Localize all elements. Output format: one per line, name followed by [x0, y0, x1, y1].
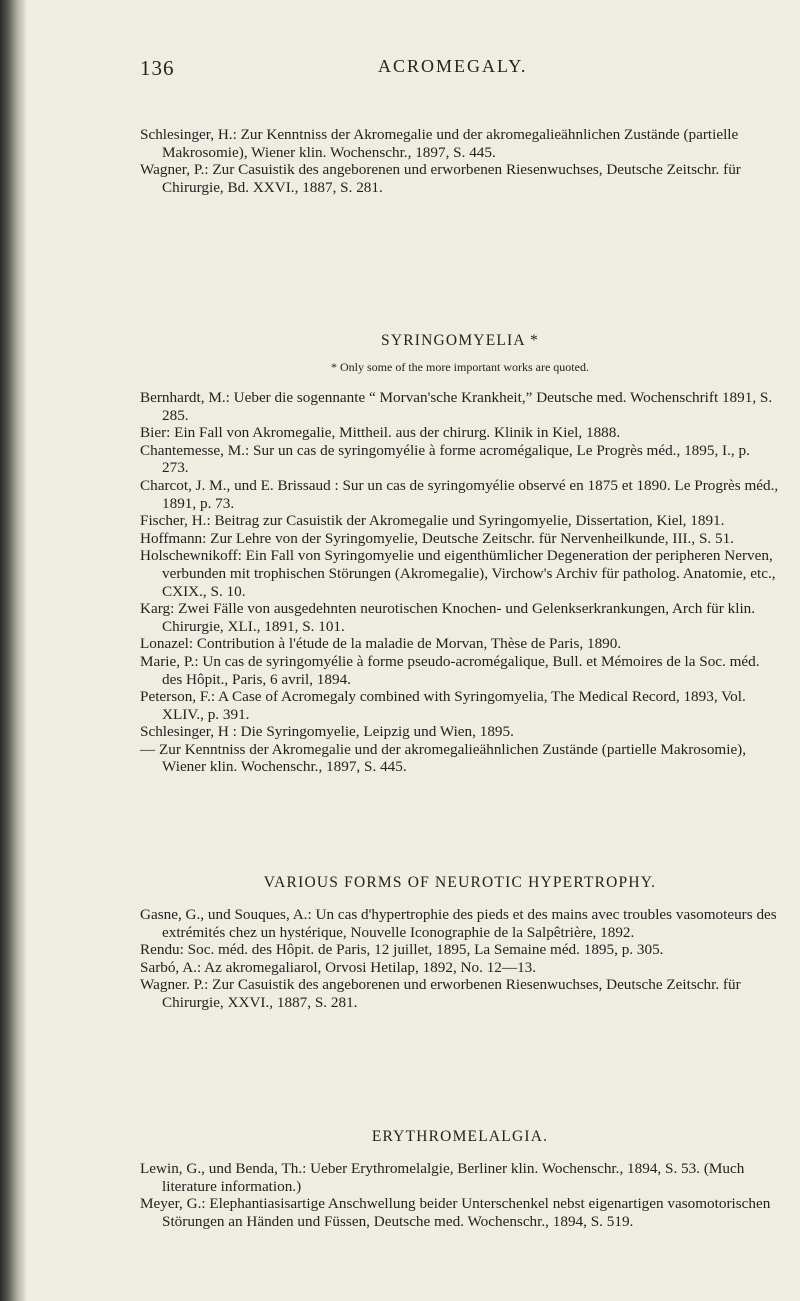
reference-entry: Holschewnikoff: Ein Fall von Syringomyelie und eigenthümlicher Degeneration der peripheren Nerven, verbunden mit trophischen Störungen (Akromegalie), Virchow's Archiv für patholog. Anatomie, etc., CXIX., S. 10. — [140, 547, 776, 600]
reference-entry: Bier: Ein Fall von Akromegalie, Mittheil. aus der chirurg. Klinik in Kiel, 1888. — [140, 424, 621, 442]
section-erythromelalgia — [140, 1128, 780, 1230]
reference-entry: Peterson, F.: A Case of Acromegaly combined with Syringomyelia, The Medical Record, 1893, Vol. XLIV., p. 391. — [140, 688, 746, 723]
reference-entry: Fischer, H.: Beitrag zur Casuistik der Akromegalie und Syringomyelie, Dissertation, Kiel, 1891. — [140, 512, 725, 530]
reference-entry: Marie, P.: Un cas de syringomyélie à forme pseudo-acromégalique, Bull. et Mémoires de la Soc. méd. des Hôpit., Paris, 6 avril, 1894. — [140, 652, 760, 688]
section-footnote: * Only some of the more important works are quoted. — [331, 360, 589, 374]
continued-references — [140, 126, 780, 196]
section-syringomyelia — [140, 332, 780, 776]
reference-entry: Charcot, J. M., und E. Brissaud : Sur un cas de syringomyélie observé en 1875 et 1890. Le Progrès méd., 1891, p. 73. — [140, 476, 779, 512]
reference-entry: Wagner. P.: Zur Casuistik des angeborenen und erworbenen Riesenwuchses, Deutsche Zeitschr. für Chirurgie, XXVI., 1887, S. 281. — [140, 976, 741, 1011]
reference-entry: Sarbó, A.: Az akromegaliarol, Orvosi Hetilap, 1892, No. 12—13. — [140, 958, 537, 976]
page-header — [140, 42, 780, 78]
section-title: SYRINGOMYELIA * — [381, 332, 539, 349]
reference-entry: — Zur Kenntniss der Akromegalie und der akromegalieähnlichen Zustände (partielle Makrosomie), Wiener klin. Wochenschr., 1897, S. 445. — [140, 740, 747, 776]
reference-entry: Schlesinger, H.: Zur Kenntniss der Akromegalie und der akromegalieähnlichen Zustände (partielle Makrosomie), Wiener klin. Wochenschr., 1897, S. 445. — [140, 126, 739, 161]
reference-entry: Meyer, G.: Elephantiasisartige Anschwellung beider Unterschenkel nebst eigenartigen vasomotorischen Störungen an Händen und Füssen, Deutsche med. Wochenschr., 1894, S. 519. — [140, 1195, 771, 1230]
reference-entry: Chantemesse, M.: Sur un cas de syringomyélie à forme acromégalique, Le Progrès méd., 1895, I., p. 273. — [140, 441, 750, 477]
book-page — [140, 0, 780, 1301]
reference-entry: Lewin, G., und Benda, Th.: Ueber Erythromelalgie, Berliner klin. Wochenschr., 1894, S. 53. (Much literature information.) — [140, 1160, 745, 1195]
book-binding-edge — [0, 0, 26, 1301]
reference-entry: Hoffmann: Zur Lehre von der Syringomyelie, Deutsche Zeitschr. für Nervenheilkunde, III., S. 51. — [140, 529, 734, 547]
page-number: 136 — [140, 56, 175, 80]
reference-entry: Gasne, G., und Souques, A.: Un cas d'hypertrophie des pieds et des mains avec troubles vasomoteurs des extrémités chez un hystérique, Nouvelle Iconographie de la Salpêtrière, 1892. — [140, 906, 777, 941]
reference-entry: Bernhardt, M.: Ueber die sogennante “ Morvan'sche Krankheit,” Deutsche med. Wochenschrift 1891, S. 285. — [140, 389, 773, 424]
reference-entry: Lonazel: Contribution à l'étude de la maladie de Morvan, Thèse de Paris, 1890. — [140, 635, 622, 653]
reference-entry: Wagner, P.: Zur Casuistik des angeborenen und erworbenen Riesenwuchses, Deutsche Zeitschr. für Chirurgie, Bd. XXVI., 1887, S. 281. — [140, 161, 741, 196]
section-neurotic-hypertrophy — [140, 874, 780, 1012]
section-title: ERYTHROMELALGIA. — [371, 1128, 549, 1145]
section-title: VARIOUS FORMS OF NEUROTIC HYPERTROPHY. — [263, 874, 657, 891]
reference-entry: Rendu: Soc. méd. des Hôpit. de Paris, 12 juillet, 1895, La Semaine méd. 1895, p. 305. — [140, 941, 664, 959]
reference-entry: Schlesinger, H : Die Syringomyelie, Leipzig und Wien, 1895. — [140, 723, 514, 741]
reference-entry: Karg: Zwei Fälle von ausgedehnten neurotischen Knochen- und Gelenkserkrankungen, Arch für klin. Chirurgie, XLI., 1891, S. 101. — [140, 600, 756, 635]
running-head: ACROMEGALY. — [378, 56, 528, 76]
